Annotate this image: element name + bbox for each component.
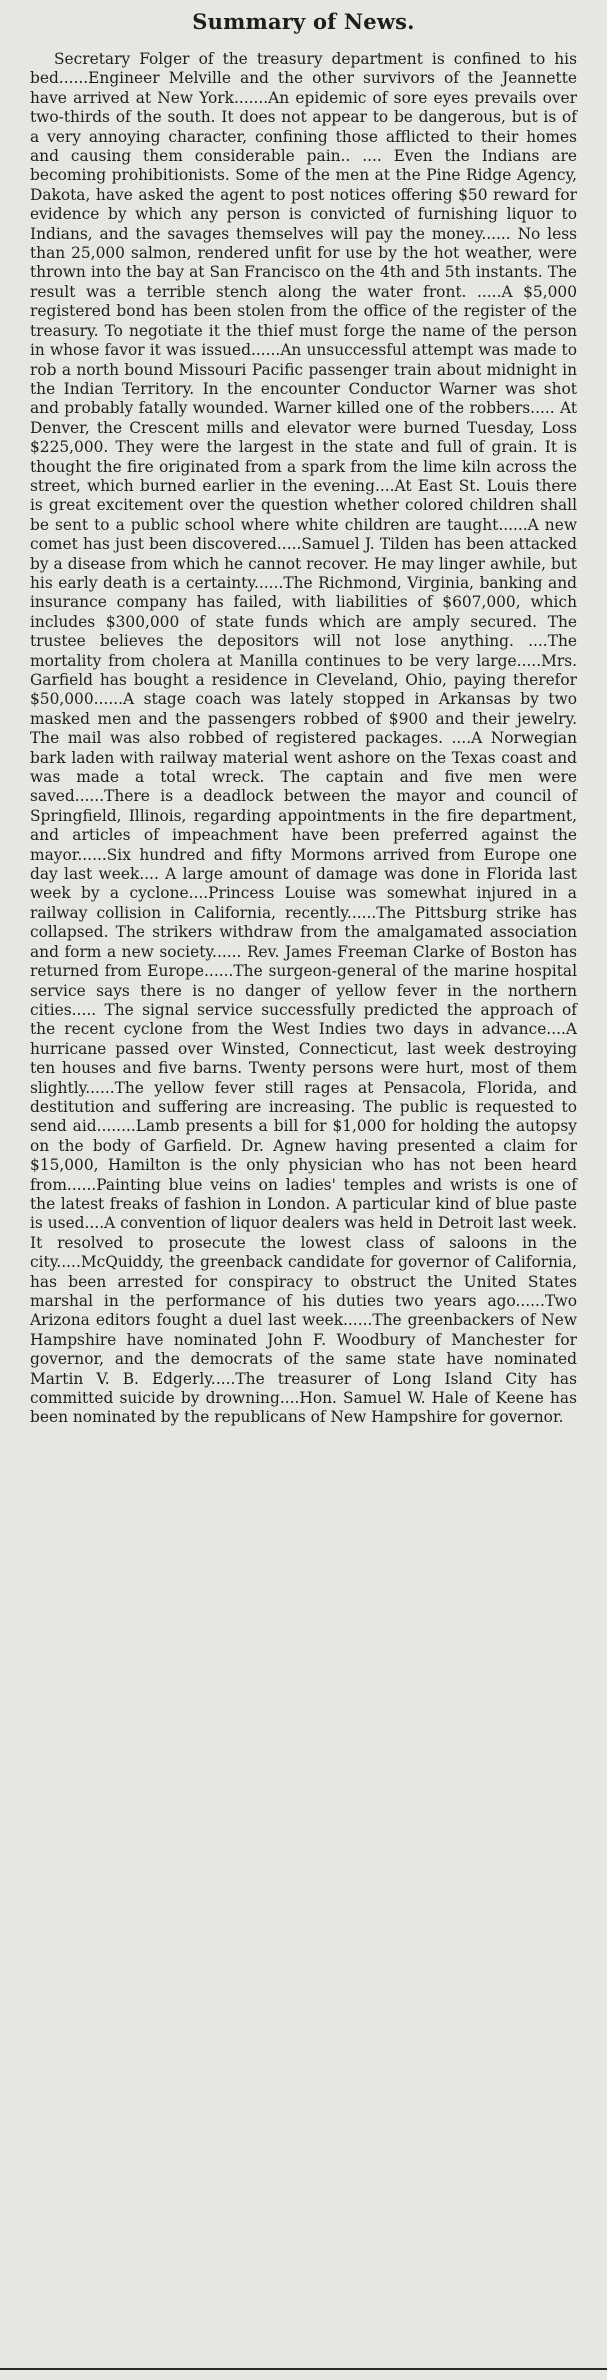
cropped-next-headline <box>0 2370 607 2380</box>
article-paragraph: Secretary Folger of the treasury department is confined to his bed......Engineer Melville and the other survivors of the Jeannette have arrived at New York.......An epidemic of sore eyes prevails over two-thirds of the south. It does not appear to be dangerous, but is of a very annoying character, confining those afflicted to their homes and causing them considerable pain.. .... Even the Indians are becoming prohibitionists. Some of the men at the Pine Ridge Agency, Dakota, have asked the agent to post notices offering $50 reward for evidence by which any person is convicted of furnishing liquor to Indians, and the savages themselves will pay the money...... No less than 25,000 salmon, rendered unfit for use by the hot weather, were thrown into the bay at San Francisco on the 4th and 5th instants. The result was a terrible stench along the water front. .....A $5,000 registered bond has been stolen from the office of the register of the treasury. To negotiate it the thief must forge the name of the person in whose favor it was issued......An unsuccessful attempt was made to rob a north bound Missouri Pacific passenger train about midnight in the Indian Territory. In the encounter Conductor Warner was shot and probably fatally wounded. Warner killed one of the robbers..... At Denver, the Crescent mills and elevator were burned Tuesday, Loss $225,000. They were the largest in the state and full of grain. It is thought the fire originated from a spark from the lime kiln across the street, which burned earlier in the evening....At East St. Louis there is great excitement over the question whether colored children shall be sent to a public school where white children are taught......A new comet has just been discovered.....Samuel J. Tilden has been attacked by a disease from which he cannot recover. He may linger awhile, but his early death is a certainty......The Richmond, Virginia, banking and insurance company has failed, with liabilities of $607,000, which includes $300,000 of state funds which are amply secured. The trustee believes the depositors will not lose anything. ....The mortality from cholera at Manilla continues to be very large.....Mrs. Garfield has bought a residence in Cleveland, Ohio, paying therefor $50,000......A stage coach was lately stopped in Arkansas by two masked men and the passengers robbed of $900 and their jewelry. The mail was also robbed of registered packages. ....A Norwegian bark laden with railway material went ashore on the Texas coast and was made a total wreck. The captain and five men were saved......There is a deadlock between the mayor and council of Springfield, Illinois, regarding appointments in the fire department, and articles of impeachment have been preferred against the mayor......Six hundred and fifty Mormons arrived from Europe one day last week.... A large amount of damage was done in Florida last week by a cyclone....Princess Louise was somewhat injured in a railway collision in California, recently......The Pittsburg strike has collapsed. The strikers withdraw from the amalgamated association and form a new society...... Rev. James Freeman Clarke of Boston has returned from Europe......The surgeon-general of the marine hospital service says there is no danger of yellow fever in the northern cities..... The signal service successfully predicted the approach of the recent cyclone from the West Indies two days in advance....A hurricane passed over Winsted, Connecticut, last week destroying ten houses and five barns. Twenty persons were hurt, most of them slightly......The yellow fever still rages at Pensacola, Florida, and destitution and suffering are increasing. The public is requested to send aid........Lamb presents a bill for $1,000 for holding the autopsy on the body of Garfield. Dr. Agnew having presented a claim for $15,000, Hamilton is the only physician who has not been heard from......Painting blue veins on ladies' temples and wrists is one of the latest freaks of fashion in London. A particular kind of blue paste is used....A convention of liquor dealers was held in Detroit last week. It resolved to prosecute the lowest class of saloons in the city.....McQuiddy, the greenback candidate for governor of California, has been arrested for conspiracy to obstruct the United States marshal in the performance of his duties two years ago......Two Arizona editors fought a duel last week......The greenbackers of New Hampshire have nominated John F. Woodbury of Manchester for governor, and the democrats of the same state have nominated Martin V. B. Edgerly.....The treasurer of Long Island City has committed suicide by drowning....Hon. Samuel W. Hale of Keene has been nominated by the republicans of New Hampshire for governor. <box>30 50 577 1427</box>
article-body <box>30 50 577 1428</box>
article-headline: Summary of News. <box>192 9 415 34</box>
